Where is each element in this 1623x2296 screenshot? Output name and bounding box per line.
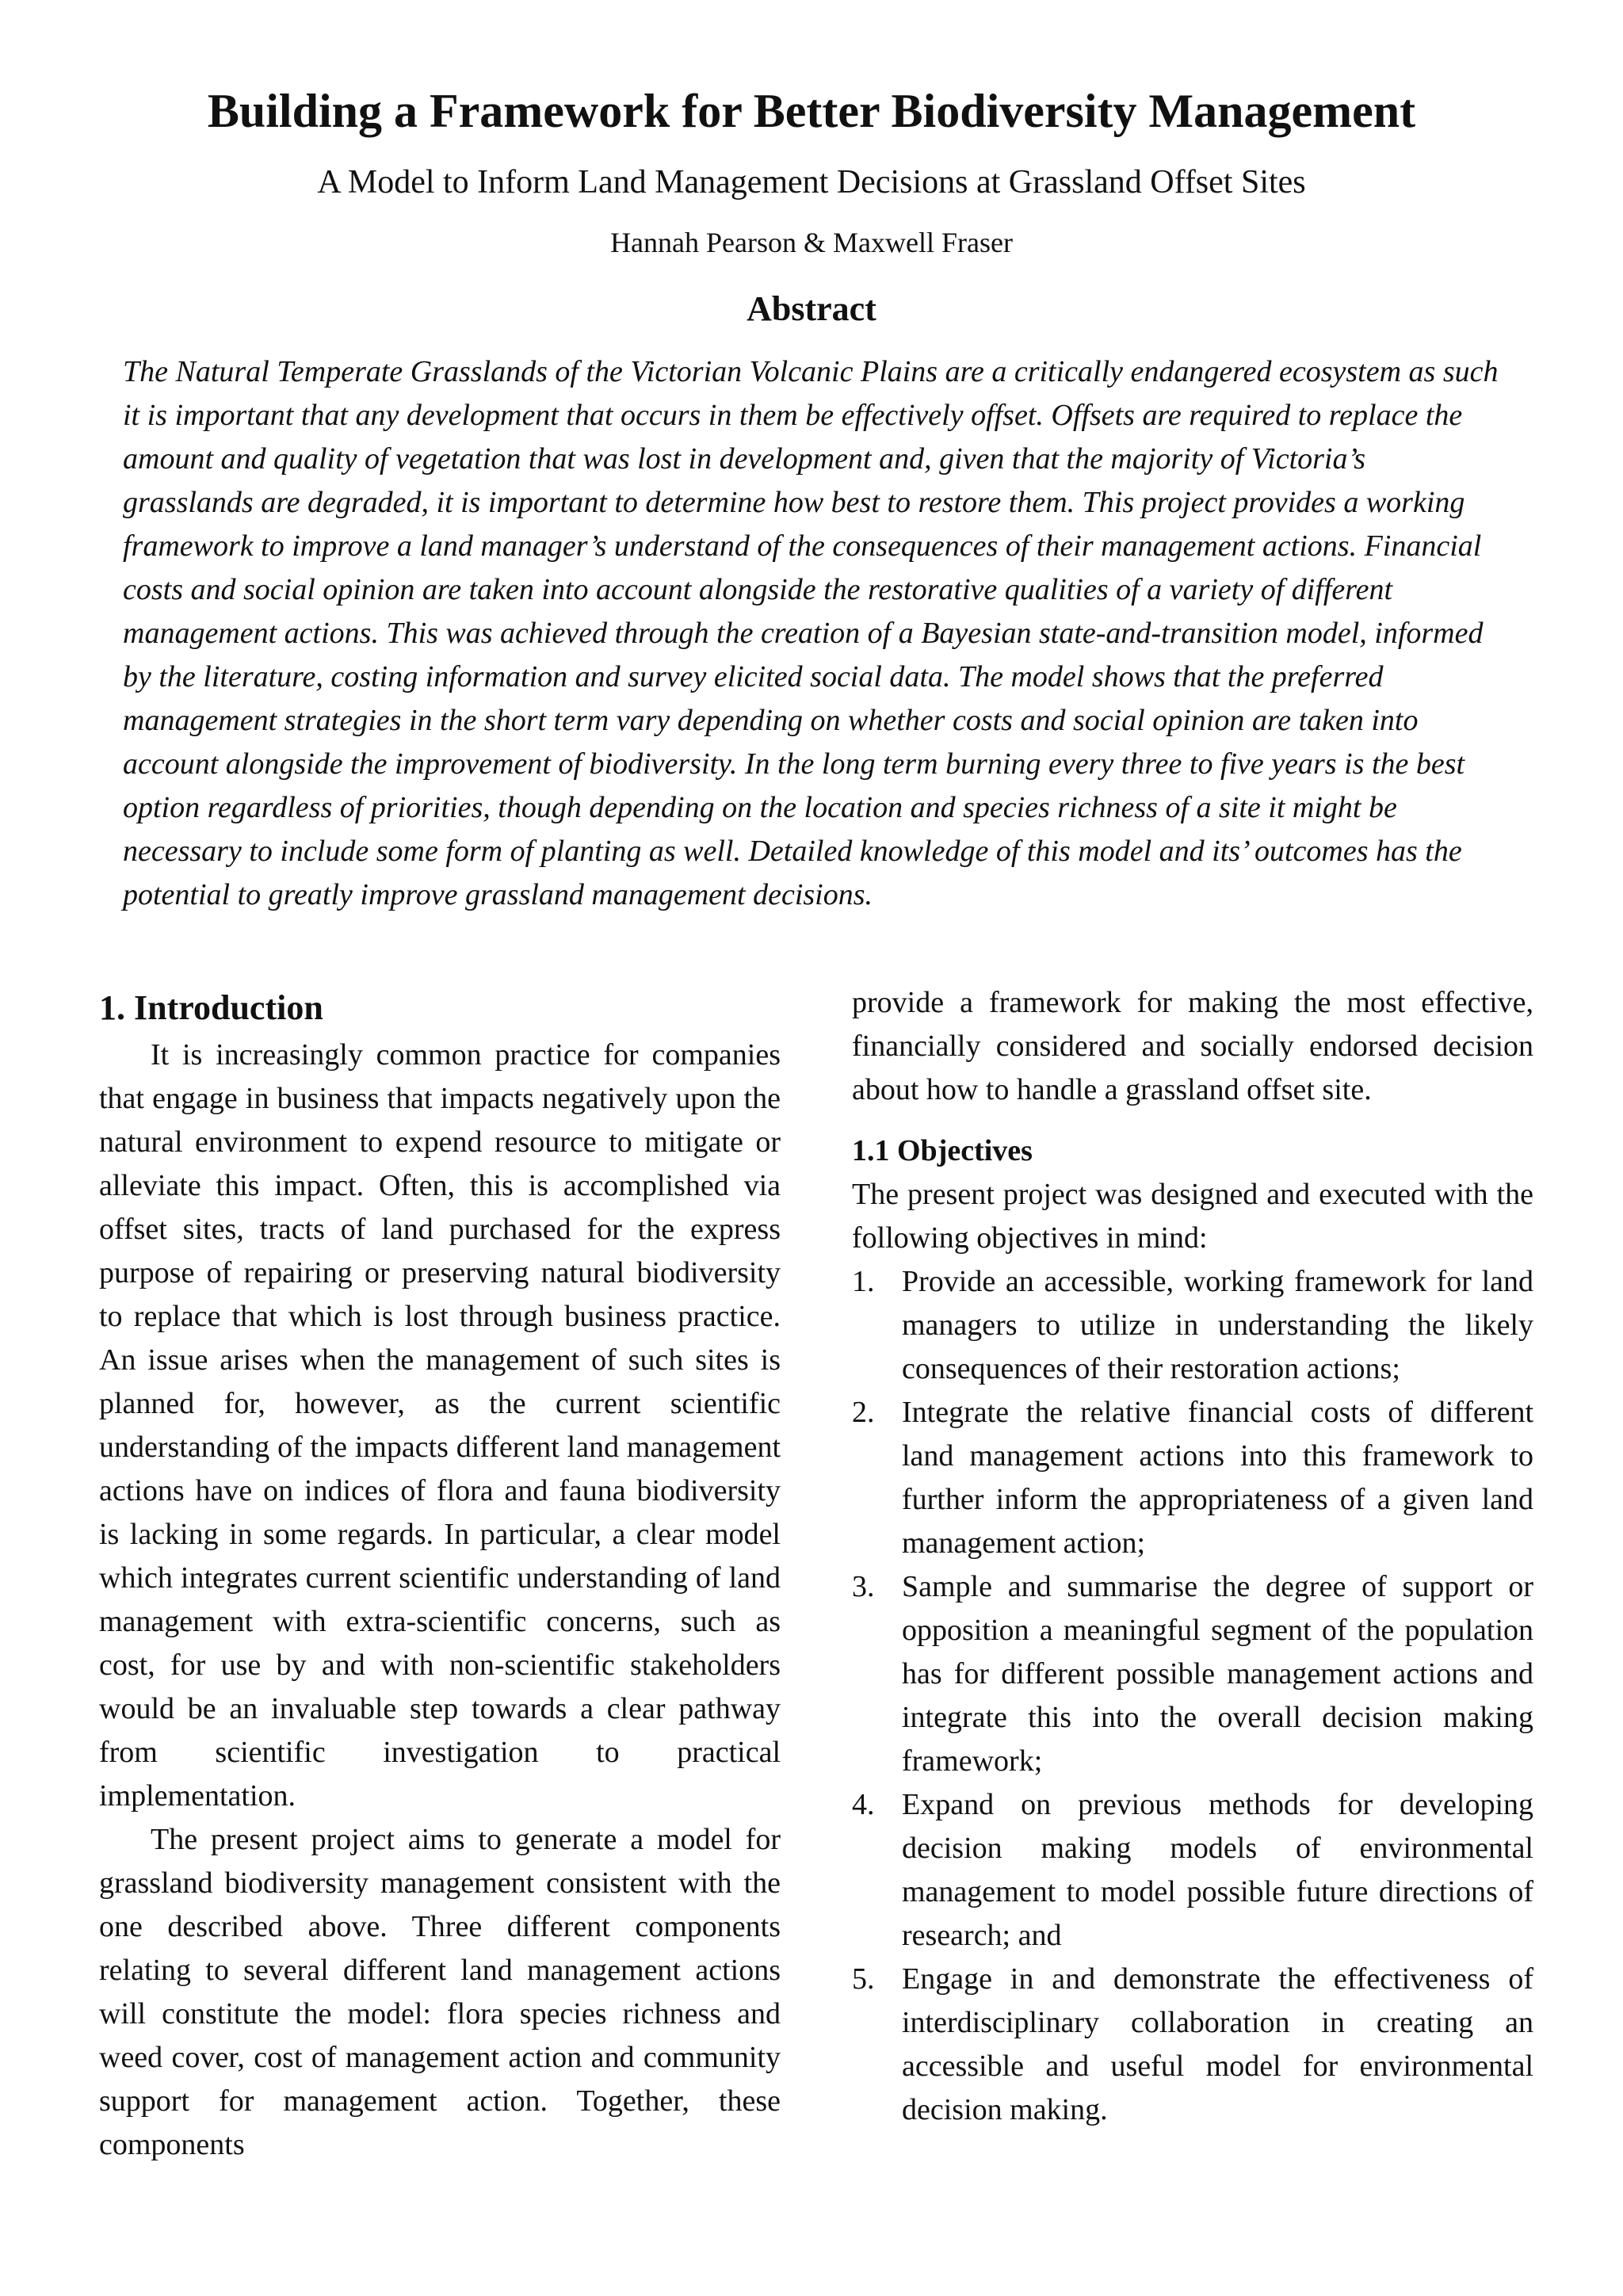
objective-number: 2. (852, 1396, 875, 1429)
abstract-heading: Abstract (747, 289, 876, 328)
introduction-paragraph-1: It is increasingly common practice for companies that engage in business that impacts negatively upon the natural environment to expend resource to mitigate or alleviate this impact. Often, this is accomplished via offset sites, tracts of land purchased for the express purpose of repairing or preserving natural biodiversity to replace that which is lost through business practice. An issue arises when the management of such sites is planned for, however, as the current scientific understanding of the impacts different land management actions have on indices of flora and fauna biodiversity is lacking in some regards. In particular, a clear model which integrates current scientific understanding of land management with extra-scientific concerns, such as cost, for use by and with non-scientific stakeholders would be an invaluable step towards a clear pathway from scientific investigation to practical implementation. (99, 1038, 781, 1813)
introduction-paragraph-2: The present project aims to generate a model for grassland biodiversity management consistent with the one described above. Three different components relating to several different land management actions will constitute the model: flora species richness and weed cover, cost of management action and community support for management action. Together, these components (99, 1823, 781, 2161)
objective-text: Integrate the relative financial costs of different land management actions into this framework to further inform the appropriateness of a given land management action; (902, 1396, 1533, 1560)
objective-item (852, 1958, 1533, 2132)
paper-title: Building a Framework for Better Biodiversity Management (207, 85, 1416, 137)
left-column (99, 984, 781, 2167)
paper-subtitle: A Model to Inform Land Management Decisions at Grassland Offset Sites (317, 164, 1306, 201)
objectives-intro: The present project was designed and executed with the following objectives in mind: (852, 1178, 1533, 1255)
objectives-list (852, 1260, 1533, 2132)
objectives-heading: 1.1 Objectives (852, 1134, 1033, 1167)
objective-number: 1. (852, 1265, 875, 1298)
objective-number: 3. (852, 1570, 875, 1603)
abstract-text: The Natural Temperate Grasslands of the Victorian Volcanic Plains are a critically endangered ecosystem as such it is important that any development that occurs in them be effectively offset. Offsets are required to replace the amount and quality of vegetation that was lost in development and, given that the majority of Victoria’s grasslands are degraded, it is important to determine how best to restore them. This project provides a working framework to improve a land manager’s understand of the consequences of their management actions. Financial costs and social opinion are taken into account alongside the restorative qualities of a variety of different management actions. This was achieved through the creation of a Bayesian state-and-transition model, informed by the literature, costing information and survey elicited social data. The model shows that the preferred management strategies in the short term vary depending on whether costs and social opinion are taken into account alongside the improvement of biodiversity. In the long term burning every three to five years is the best option regardless of priorities, though depending on the location and species richness of a site it might be necessary to include some form of planting as well. Detailed knowledge of this model and its’ outcomes has the potential to greatly improve grassland management decisions. (123, 355, 1499, 911)
objective-text: Provide an accessible, working framework for land managers to utilize in understanding the likely consequences of their restoration actions; (902, 1265, 1533, 1385)
objective-number: 5. (852, 1962, 875, 1996)
objective-item (852, 1565, 1533, 1783)
objective-item (852, 1783, 1533, 1958)
right-column (852, 981, 1533, 2132)
objective-number: 4. (852, 1788, 875, 1821)
objective-item (852, 1391, 1533, 1565)
introduction-continuation: provide a framework for making the most effective, financially considered and socially endorsed decision about how to handle a grassland offset site. (852, 986, 1533, 1106)
introduction-heading: 1. Introduction (99, 988, 323, 1027)
paper-authors: Hannah Pearson & Maxwell Fraser (610, 227, 1013, 258)
objective-item (852, 1260, 1533, 1391)
objective-text: Sample and summarise the degree of support or opposition a meaningful segment of the population has for different possible management actions and integrate this into the overall decision making framework; (902, 1570, 1533, 1778)
objective-text: Expand on previous methods for developing decision making models of environmental management to model possible future directions of research; and (902, 1788, 1533, 1952)
objective-text: Engage in and demonstrate the effectiveness of interdisciplinary collaboration in creating an accessible and useful model for environmental decision making. (902, 1962, 1533, 2126)
